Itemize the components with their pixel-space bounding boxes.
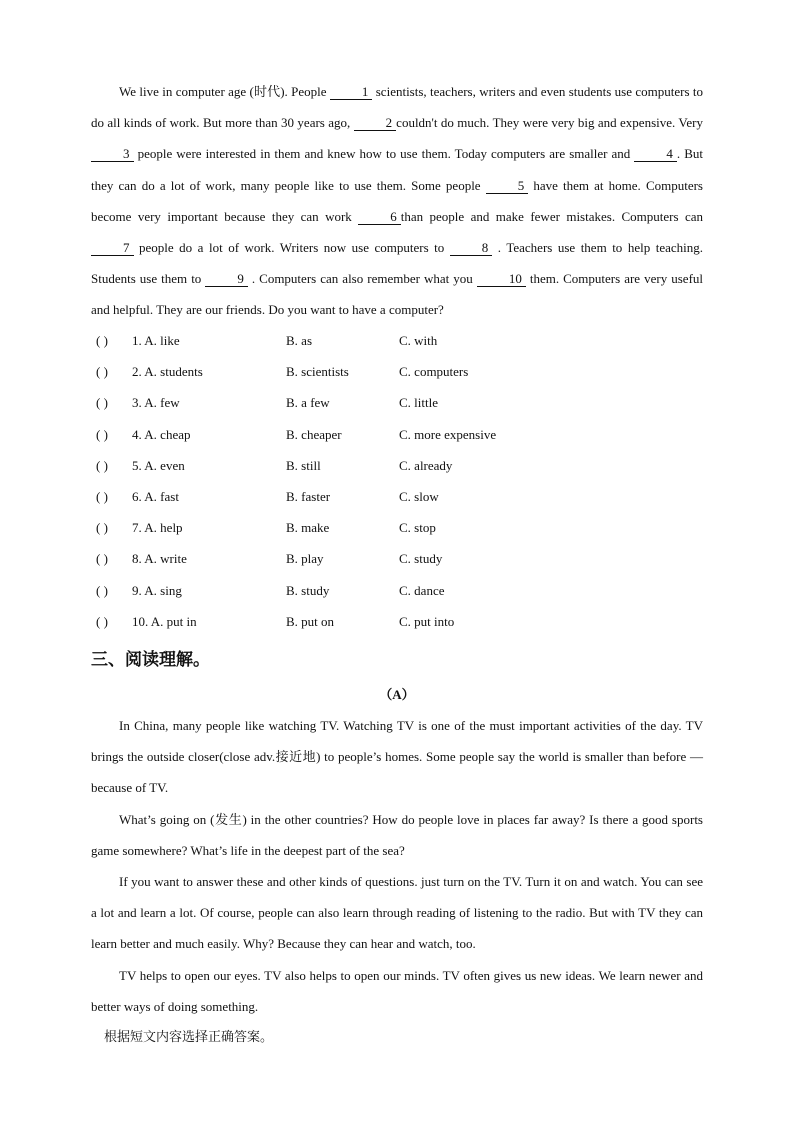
cloze-text: . Teachers use them to help teaching. Students use them to (91, 240, 703, 287)
cloze-passage (91, 76, 703, 326)
option-b: B. scientists (286, 364, 349, 379)
option-b: B. play (286, 551, 324, 566)
option-a: 8. A. write (132, 551, 187, 566)
option-b: B. still (286, 458, 321, 473)
cloze-text: than people and make fewer mistakes. Computers can (400, 208, 703, 224)
option-c: C. stop (399, 520, 436, 535)
answer-parens[interactable]: ( ) (96, 489, 108, 504)
blank-9[interactable]: 9 (205, 271, 248, 287)
cloze-text: people were interested in them and knew how to use them. Today computers are smaller and (133, 146, 635, 162)
option-c: C. little (399, 395, 438, 410)
question-row (96, 481, 616, 512)
question-row (96, 356, 616, 387)
cloze-text: scientists, teachers, writers and even students use computers to do all kinds of work. But more than 30 years ago, (91, 84, 703, 131)
question-row (96, 450, 616, 481)
answer-parens[interactable]: ( ) (96, 333, 108, 348)
option-a: 7. A. help (132, 520, 183, 535)
option-c: C. slow (399, 489, 439, 504)
option-a: 6. A. fast (132, 489, 179, 504)
answer-parens[interactable]: ( ) (96, 427, 108, 442)
option-b: B. make (286, 520, 330, 535)
option-c: C. study (399, 551, 443, 566)
answer-parens[interactable]: ( ) (96, 395, 108, 410)
answer-parens[interactable]: ( ) (96, 364, 108, 379)
option-a: 4. A. cheap (132, 427, 191, 442)
question-row (96, 606, 616, 637)
section-title: 三、阅读理解。 (91, 650, 210, 670)
blank-8[interactable]: 8 (450, 240, 493, 256)
passage-paragraph: If you want to answer these and other kinds of questions. just turn on the TV. Turn it on and watch. You can see a lot and learn a lot. Of course, people can also learn through reading of listening to the radio. But with TV they can learn better and much easily. Why? Because they can hear and watch, too. (91, 874, 703, 952)
passage-paragraph: In China, many people like watching TV. Watching TV is one of the must important activities of the day. TV brings the outside closer(close adv.接近地) to people’s homes. Some people say the world is smaller than before — because of TV. (91, 718, 703, 796)
passage-paragraph: What’s going on (发生) in the other countries? How do people love in places far away? Is there a good sports game somewhere? What’s life in the deepest part of the sea? (91, 812, 703, 859)
option-a: 3. A. few (132, 395, 180, 410)
instruction: 根据短文内容选择正确答案。 (104, 1030, 274, 1045)
option-a: 5. A. even (132, 458, 185, 473)
cloze-text: couldn't do much. They were very big and expensive. Very (396, 115, 703, 131)
answer-parens[interactable]: ( ) (96, 583, 108, 598)
question-row (96, 543, 616, 574)
option-a: 9. A. sing (132, 583, 182, 598)
blank-1[interactable]: 1 (330, 84, 373, 100)
option-c: C. with (399, 333, 438, 348)
question-row (96, 575, 616, 606)
answer-parens[interactable]: ( ) (96, 520, 108, 535)
question-row (96, 512, 616, 543)
option-c: C. more expensive (399, 427, 497, 442)
option-a: 1. A. like (132, 333, 180, 348)
option-b: B. as (286, 333, 312, 348)
blank-6[interactable]: 6 (358, 209, 401, 225)
answer-parens[interactable]: ( ) (96, 458, 108, 473)
question-row (96, 419, 616, 450)
option-a: 2. A. students (132, 364, 203, 379)
cloze-text: We live in computer age (时代). People (119, 84, 330, 99)
cloze-text: them. Computers are very useful and helpful. They are our friends. Do you want to have a computer? (91, 271, 704, 318)
option-c: C. computers (399, 364, 469, 379)
option-c: C. already (399, 458, 453, 473)
blank-10[interactable]: 10 (477, 271, 526, 287)
cloze-text: people do a lot of work. Writers now use computers to (133, 240, 450, 256)
answer-parens[interactable]: ( ) (96, 551, 108, 566)
option-a: 10. A. put in (132, 614, 197, 629)
option-b: B. a few (286, 395, 330, 410)
blank-2[interactable]: 2 (354, 115, 397, 131)
blank-7[interactable]: 7 (91, 240, 134, 256)
passage-label: （A） (379, 687, 415, 702)
option-c: C. put into (399, 614, 455, 629)
blank-3[interactable]: 3 (91, 146, 134, 162)
option-b: B. faster (286, 489, 331, 504)
blank-4[interactable]: 4 (634, 146, 677, 162)
option-b: B. study (286, 583, 330, 598)
cloze-text: . Computers can also remember what you (247, 271, 477, 287)
option-b: B. cheaper (286, 427, 342, 442)
question-row (96, 387, 616, 418)
option-b: B. put on (286, 614, 335, 629)
question-row (96, 325, 616, 356)
cloze-text: . But they can do a lot of work, many people like to use them. Some people (91, 146, 703, 193)
cloze-text: have them at home. Computers become very important because they can work (91, 177, 703, 224)
option-c: C. dance (399, 583, 445, 598)
blank-5[interactable]: 5 (486, 178, 529, 194)
passage-paragraph: TV helps to open our eyes. TV also helps to open our minds. TV often gives us new ideas. We learn newer and better ways of doing something. (91, 968, 703, 1015)
answer-parens[interactable]: ( ) (96, 614, 108, 629)
